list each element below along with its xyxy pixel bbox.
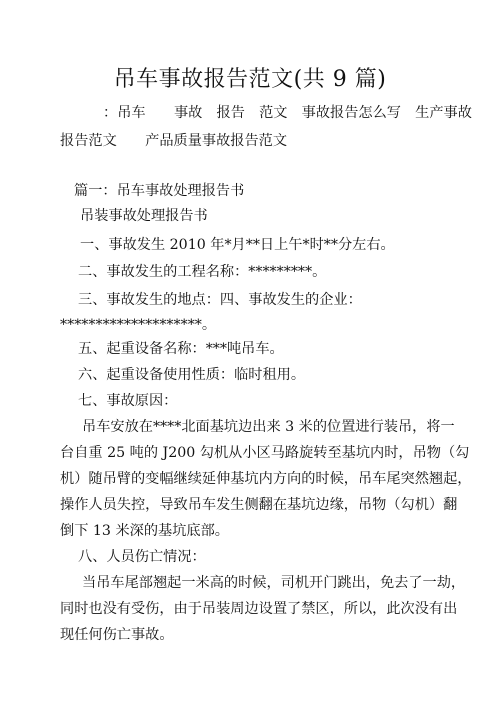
item-2: 二、事故发生的工程名称：*********。 bbox=[78, 264, 327, 280]
cause-line-1: 吊车安放在****北面基坑边出来 3 米的位置进行装吊，将一 bbox=[82, 419, 455, 435]
keywords-line-1: ：吊车 事故 报告 范文 事故报告怎么写 生产事故 bbox=[103, 105, 472, 121]
cause-line-2: 台自重 25 吨的 J200 勾机从小区马路旋转至基坑内时，吊物（勾 bbox=[60, 445, 470, 461]
item-8: 八、人员伤亡情况： bbox=[78, 549, 206, 565]
document-title: 吊车事故报告范文(共 9 篇) bbox=[113, 67, 387, 92]
keywords-line-2: 报告范文 产品质量事故报告范文 bbox=[60, 133, 288, 149]
casualty-line-2: 同时也没有受伤，由于吊装周边设置了禁区，所以，此次没有出 bbox=[60, 601, 458, 617]
item-7: 七、事故原因： bbox=[78, 393, 178, 409]
cause-line-5: 倒下 13 米深的基坑底部。 bbox=[60, 523, 229, 539]
item-3: 三、事故发生的地点：四、事故发生的企业： bbox=[78, 292, 362, 308]
item-1: 一、事故发生 2010 年*月**日上午*时**分左右。 bbox=[80, 237, 395, 253]
cause-line-4: 操作人员失控，导致吊车发生侧翻在基坑边缘，吊物（勾机）翻 bbox=[60, 497, 458, 513]
item-5: 五、起重设备名称：***吨吊车。 bbox=[78, 341, 284, 357]
item-6: 六、起重设备使用性质：临时租用。 bbox=[78, 367, 306, 383]
cause-line-3: 机）随吊臂的变幅继续延伸基坑内方向的时候，吊车尾突然翘起， bbox=[60, 471, 472, 487]
casualty-line-3: 现任何伤亡事故。 bbox=[60, 627, 174, 643]
subheading: 吊装事故处理报告书 bbox=[80, 208, 208, 224]
article-heading: 篇一：吊车事故处理报告书 bbox=[74, 183, 245, 199]
item-3-continuation: ********************。 bbox=[60, 317, 217, 333]
casualty-line-1: 当吊车尾部翘起一米高的时候，司机开门跳出，免去了一劫， bbox=[82, 575, 466, 591]
